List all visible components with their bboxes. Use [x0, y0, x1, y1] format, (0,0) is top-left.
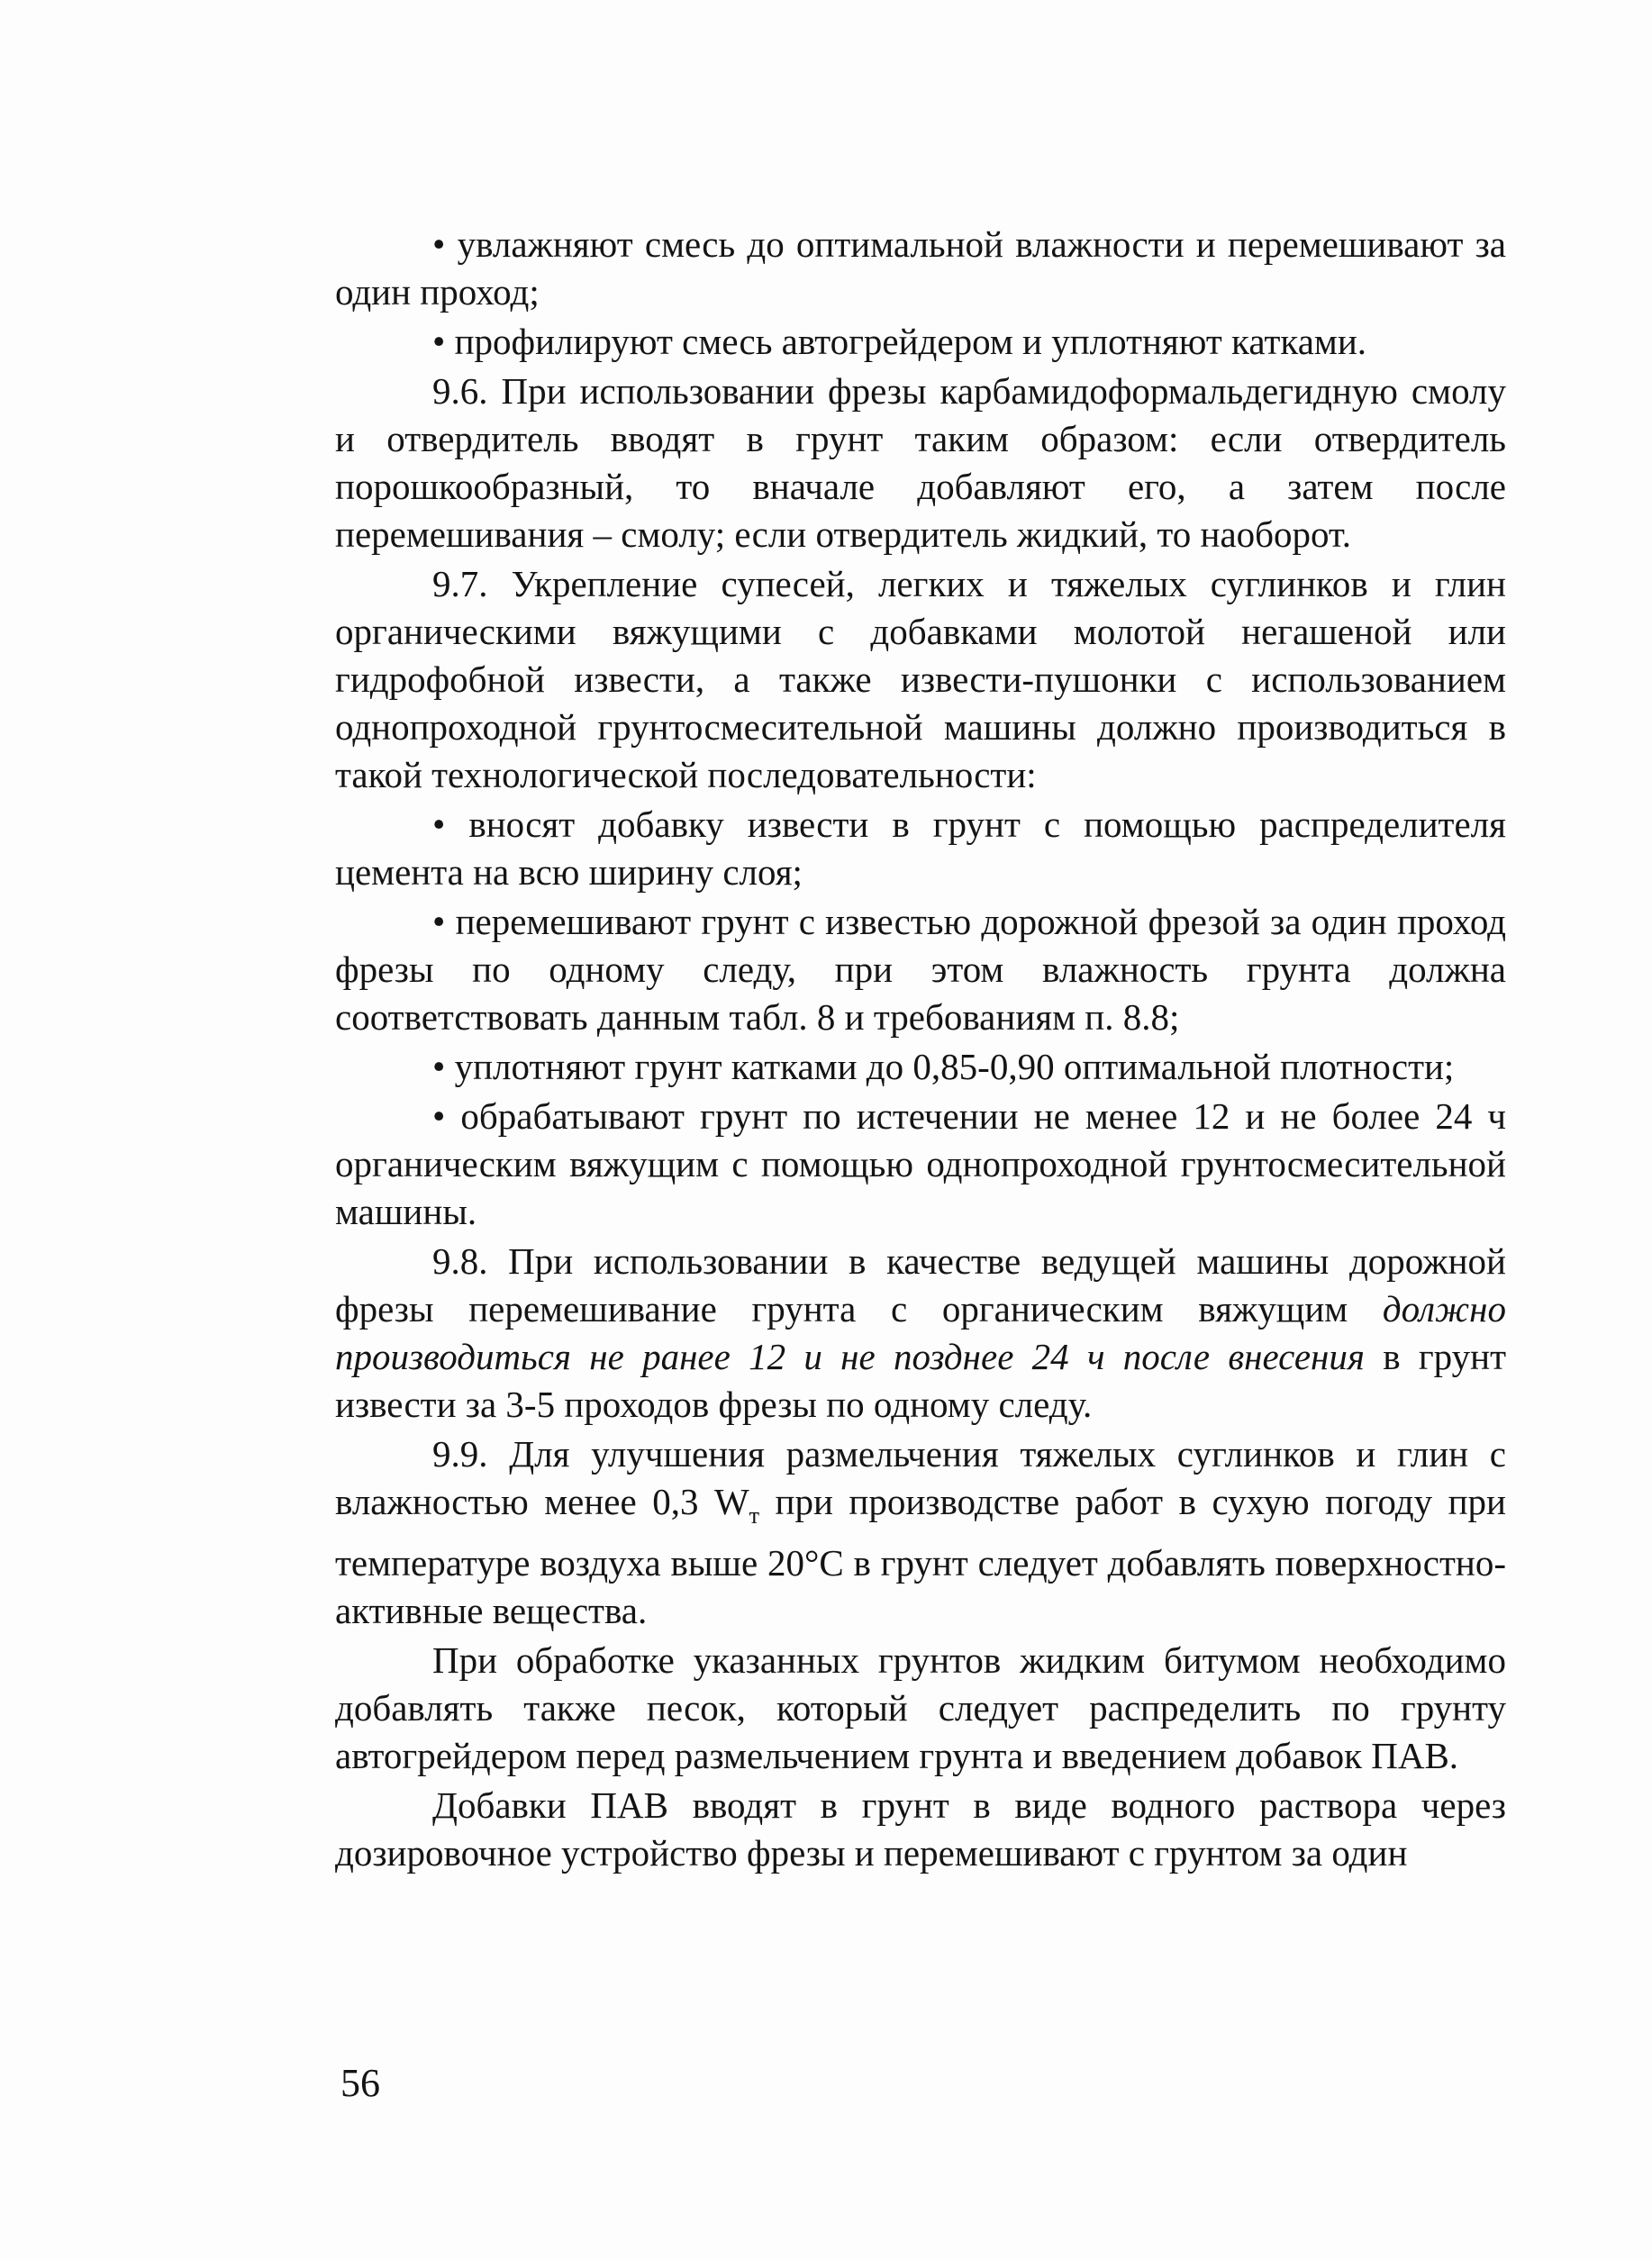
clause-9-8-italic: должно производиться не ранее 12 и не позднее 24 ч после внесения: [335, 1288, 1506, 1377]
clause-9-8-part-3: в грунт извести за 3-5 проходов фрезы по одному следу.: [335, 1336, 1507, 1425]
bullet-treat-binder: • обрабатывают грунт по истечении не менее 12 и не более 24 ч органическим вяжущим с помощью однопроходной грунтосмесительной машины.: [335, 1095, 1506, 1232]
bullet-profile-mix: • профилируют смесь автогрейдером и уплотняют катками.: [432, 321, 1367, 362]
clause-9-9-part-1: 9.9. Для улучшения размельчения тяжелых суглинков и глин с влажностью менее 0,3 W: [335, 1433, 1506, 1522]
clause-9-8: [335, 1238, 1506, 1429]
page-number: 56: [340, 2061, 380, 2105]
clause-9-6: 9.6. При использовании фрезы карбамидоформальдегидную смолу и отвердитель вводят в грунт таким образом: если отвердитель порошкообразный, то вначале добавляют его, а затем после перемешивания – смолу; если отвердитель жидкий, то наоборот.: [335, 370, 1506, 555]
clause-9-7: 9.7. Укрепление супесей, легких и тяжелых суглинков и глин органическими вяжущими с добавками молотой негашеной или гидрофобной извести, а также извести-пушонки с использованием однопроходной грунтосмесительной машины должно производиться в такой технологической последовательности:: [335, 563, 1506, 795]
paragraph-pav-solution: Добавки ПАВ вводят в грунт в виде водного раствора через дозировочное устройство фрезы и перемешивают с грунтом за один: [335, 1784, 1506, 1874]
clause-9-9-subscript: т: [749, 1502, 760, 1529]
clause-9-9-part-3: при производстве работ в сухую погоду при температуре воздуха выше 20°С в грунт следует добавлять поверхностно-активные вещества.: [335, 1481, 1506, 1631]
clause-9-8-part-1: 9.8. При использовании в качестве ведущей машины дорожной фрезы перемешивание грунта с органическим вяжущим: [335, 1240, 1506, 1330]
bullet-compact: • уплотняют грунт катками до 0,85-0,90 оптимальной плотности;: [432, 1046, 1455, 1087]
bullet-moisten-mix: • увлажняют смесь до оптимальной влажности и перемешивают за один проход;: [335, 223, 1506, 313]
paragraph-sand-addition: При обработке указанных грунтов жидким битумом необходимо добавлять также песок, который следует распределить по грунту автогрейдером перед размельчением грунта и введением добавок ПАВ.: [335, 1639, 1506, 1776]
body-text: [335, 221, 1506, 1877]
bullet-add-lime: • вносят добавку извести в грунт с помощью распределителя цемента на всю ширину слоя;: [335, 803, 1506, 893]
bullet-mix-lime: • перемешивают грунт с известью дорожной фрезой за один проход фрезы по одному следу, при этом влажность грунта должна соответствовать данным табл. 8 и требованиям п. 8.8;: [335, 901, 1506, 1038]
clause-9-9: [335, 1430, 1506, 1635]
